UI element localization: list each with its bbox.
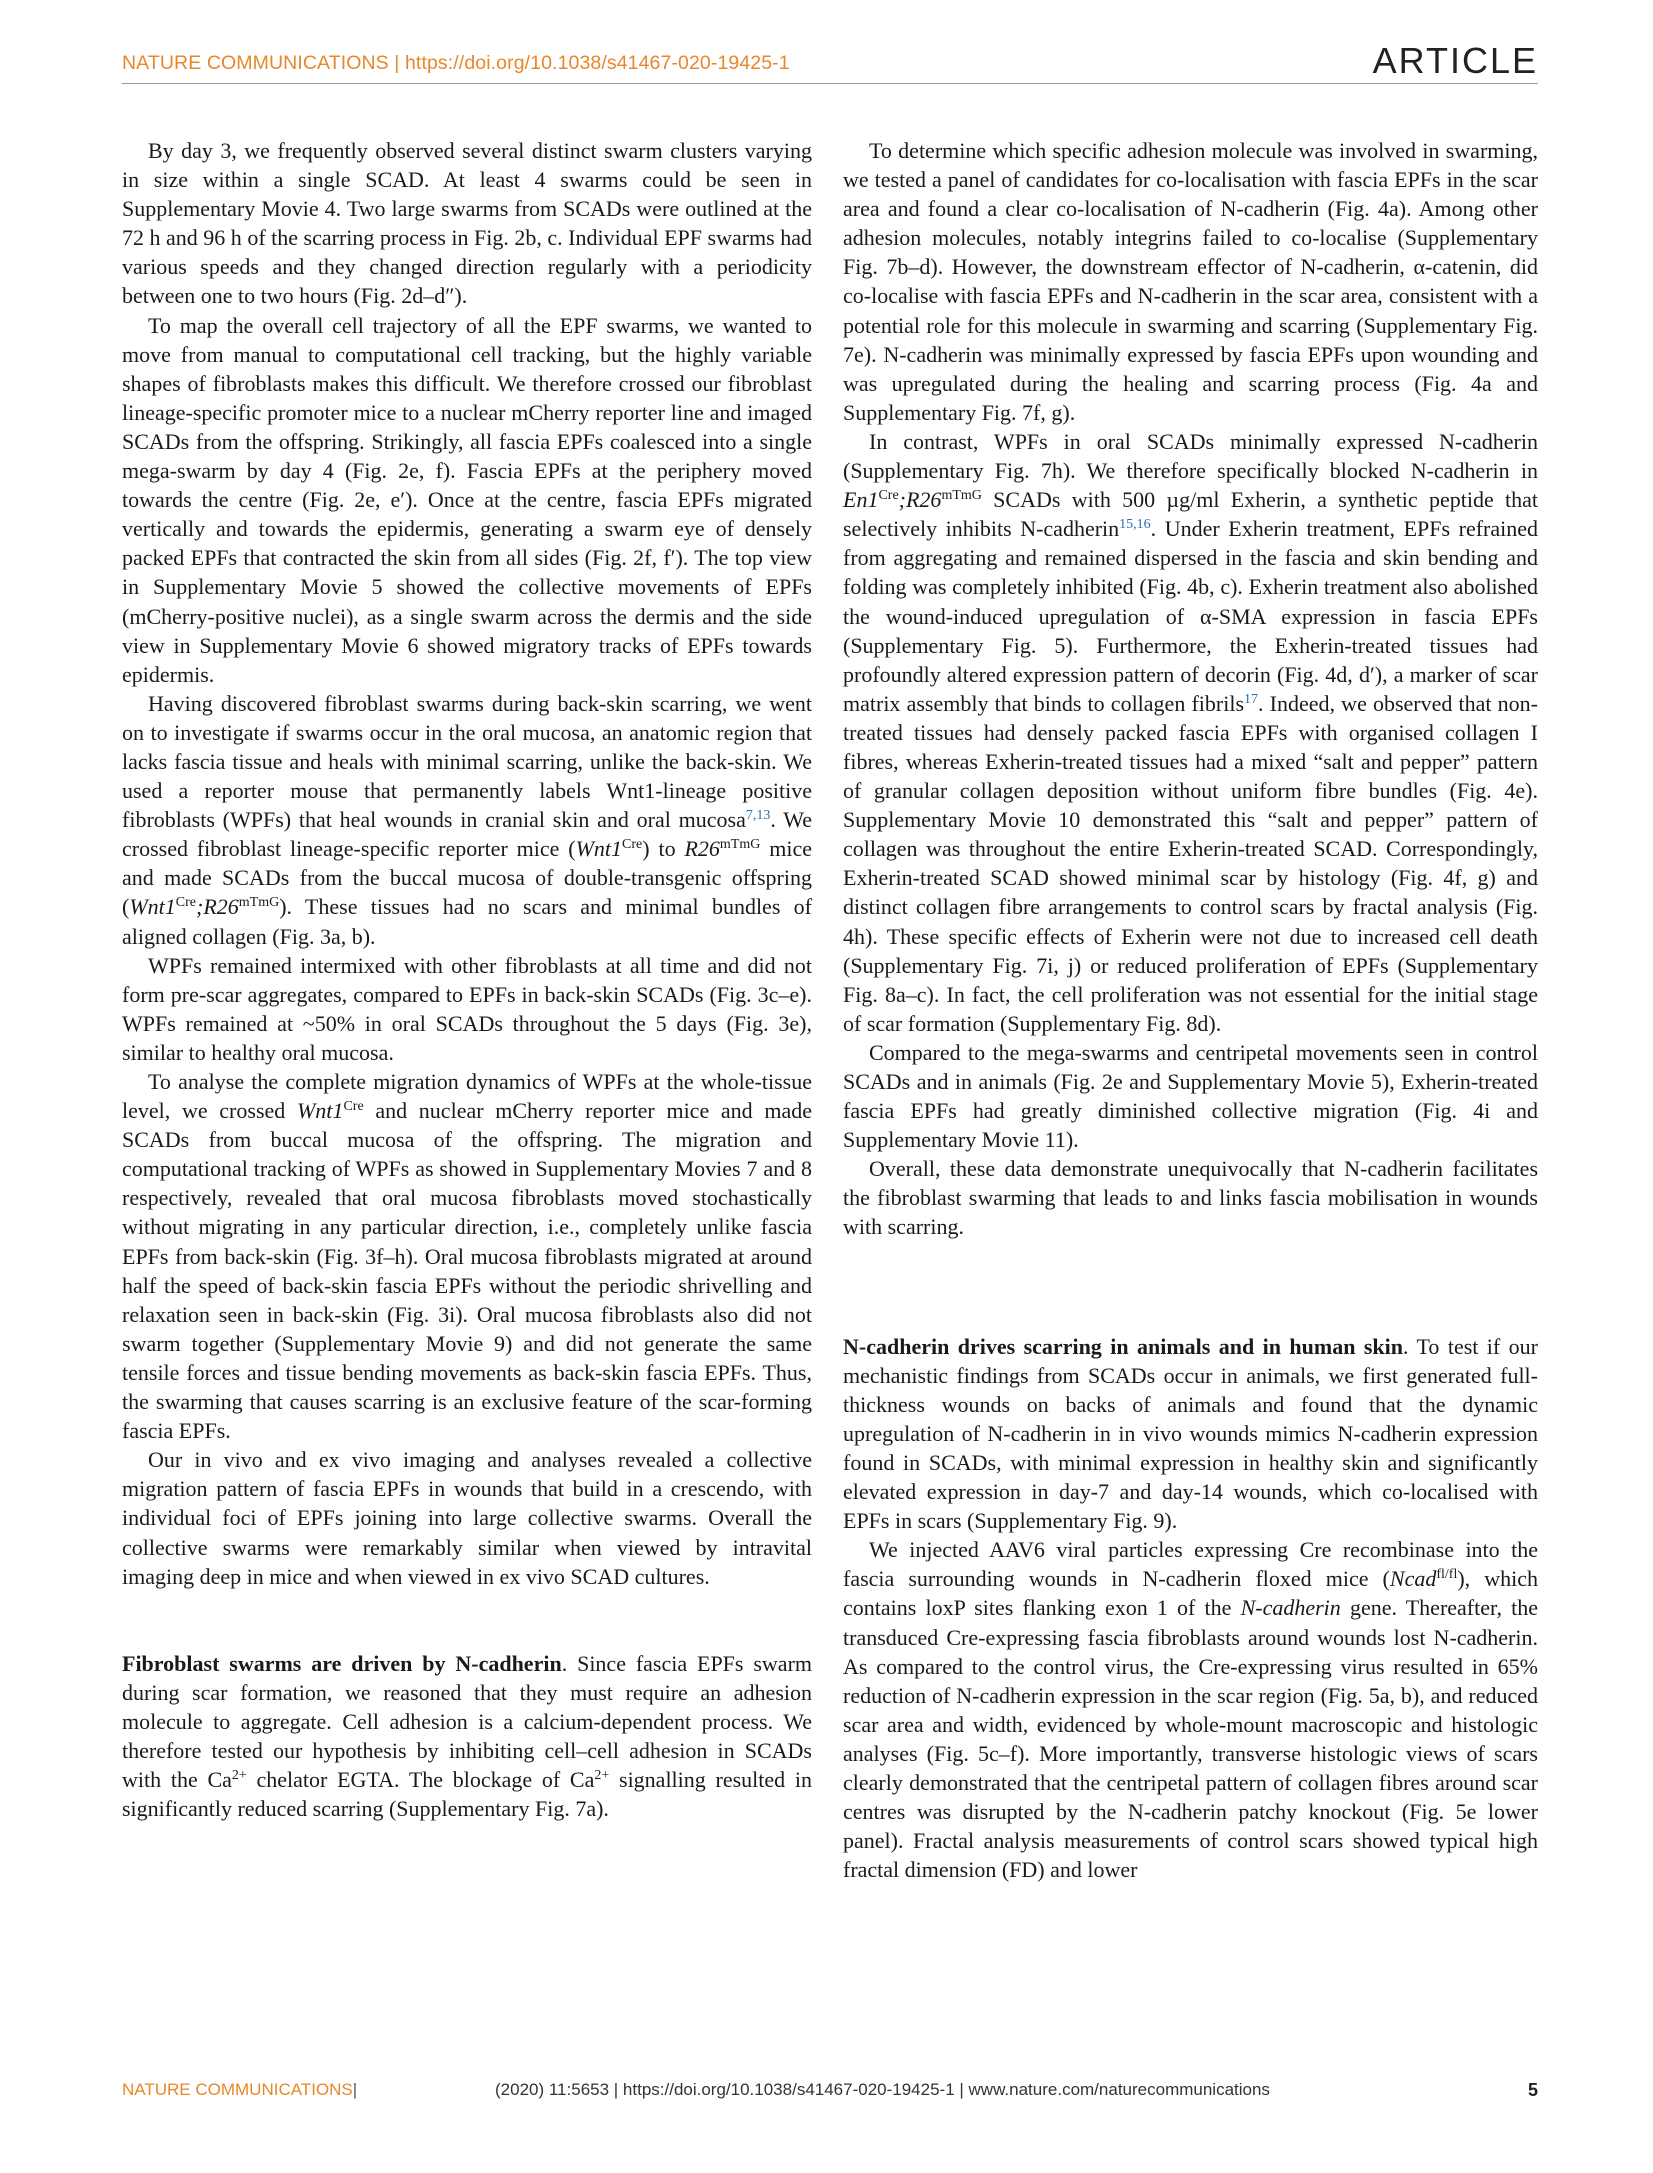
paragraph: Fibroblast swarms are driven by N-cadherin. Since fascia EPFs swarm during scar formation, we reasoned that they must require an adhesion molecule to aggregate. Cell adhesion is a calcium-dependent process. We therefore tested our hypothesis by inhibiting cell–cell adhesion in SCADs with the $Ca^{2+}$ chelator EGTA. The blockage of $Ca^{2+}$ signalling resulted in significantly reduced scarring (Supplementary Fig. 7a).	[122, 1650, 813, 1822]
paragraph: N-cadherin drives scarring in animals and in human skin. To test if our mechanistic findings from SCADs occur in animals, we first generated full-thickness wounds on backs of animals and found that the dynamic upregulation of N-cadherin in in vivo wounds mimics N-cadherin expression found in SCADs, with minimal expression in healthy skin and significantly elevated expression in day-7 and day-14 wounds, which co-localised with EPFs in scars (Supplementary Fig. 9).	[843, 1333, 1538, 1534]
paragraph: Compared to the mega-swarms and centripetal movements seen in control SCADs and in animals (Fig. 2e and Supplementary Movie 5), Exherin-treated fascia EPFs had greatly diminished collective migration (Fig. 4i and Supplementary Movie 11).	[843, 1039, 1538, 1153]
footer-journal: NATURE COMMUNICATIONS|	[122, 2080, 358, 2099]
citation-ref[interactable]: 15,16	[1119, 517, 1151, 533]
citation-ref[interactable]: 17	[1244, 691, 1259, 707]
paragraph: Our in vivo and ex vivo imaging and analyses revealed a collective migration pattern of fascia EPFs in wounds that build in a crescendo, with individual foci of EPFs joining into large collective swarms. Overall the collective swarms were remarkably similar when viewed by intravital imaging deep in mice and when viewed in ex vivo SCAD cultures.	[122, 1447, 812, 1589]
paragraph: To map the overall cell trajectory of all the EPF swarms, we wanted to move from manual to computational cell tracking, but the highly variable shapes of fibroblasts makes this difficult. We therefore crossed our fibroblast lineage-specific promoter mice to a nuclear mCherry reporter line and imaged SCADs from the offspring. Strikingly, all fascia EPFs coalesced into a single mega-swarm by day 4 (Fig. 2e, f). Fascia EPFs at the periphery moved towards the centre (Fig. 2e, e′). Once at the centre, fascia EPFs migrated vertically and towards the epidermis, generating a swarm eye of densely packed EPFs that contracted the skin from all sides (Fig. 2f, f′). The top view in Supplementary Movie 5 showed the collective movements of EPFs (mCherry-positive nuclei), as a single swarm across the dermis and the side view in Supplementary Movie 6 showed migratory tracks of EPFs towards epidermis.	[122, 312, 812, 687]
paragraph: To determine which specific adhesion molecule was involved in swarming, we tested a panel of candidates for co-localisation with fascia EPFs in the scar area and found a clear co-localisation of N-cadherin (Fig. 4a). Among other adhesion molecules, notably integrins failed to co-localise (Supplementary Fig. 7b–d). However, the downstream effector of N-cadherin, α-catenin, did co-localise with fascia EPFs and N-cadherin in the scar area, consistent with a potential role for this molecule in swarming and scarring (Supplementary Fig. 7e). N-cadherin was minimally expressed by fascia EPFs upon wounding and was upregulated during the healing and scarring process (Fig. 4a and Supplementary Fig. 7f, g).	[843, 138, 1538, 425]
paragraph: Having discovered fibroblast swarms during back-skin scarring, we went on to investigate if swarms occur in the oral mucosa, an anatomic region that lacks fascia tissue and heals with minimal scarring, unlike the back-skin. We used a reporter mouse that permanently labels Wnt1-lineage positive fibroblasts (WPFs) that heal wounds in cranial skin and oral mucosa$^{7,13}$. We crossed fibroblast lineage-specific reporter mice $(Wnt1^{Cre})$ to $R26^{mTmG}$ mice and made SCADs from the buccal mucosa of double-transgenic offspring $(Wnt1^{Cre};R26^{mTmG})$. These tissues had no scars and minimal bundles of aligned collagen (Fig. 3a, b).	[122, 690, 812, 949]
citation-ref[interactable]: 7,13	[745, 808, 771, 824]
left-text-column	[122, 136, 812, 1823]
paragraph: To analyse the complete migration dynamics of WPFs at the whole-tissue level, we crossed $Wnt1^{Cre}$ and nuclear mCherry reporter mice and made SCADs from buccal mucosa of the offspring. The migration and computational tracking of WPFs as showed in Supplementary Movies 7 and 8 respectively, revealed that oral mucosa fibroblasts moved stochastically without migrating in any particular direction, i.e., completely unlike fascia EPFs from back-skin (Fig. 3f–h). Oral mucosa fibroblasts migrated at around half the speed of back-skin fascia EPFs without the periodic shrivelling and relaxation seen in back-skin (Fig. 3i). Oral mucosa fibroblasts also did not swarm together (Supplementary Movie 9) and did not generate the same tensile forces and tissue bending movements as back-skin fascia EPFs. Thus, the swarming that causes scarring is an exclusive feature of the scar-forming fascia EPFs.	[122, 1069, 813, 1444]
footer-citation: (2020) 11:5653 | https://doi.org/10.1038/s41467-020-19425-1 | www.nature.com/naturecommunications	[495, 2080, 1270, 2099]
article-type-label: ARTICLE	[1372, 40, 1538, 81]
paragraph: In contrast, WPFs in oral SCADs minimally expressed N-cadherin (Supplementary Fig. 7h). We therefore specifically blocked N-cadherin in $En1^{Cre};R26^{mTmG}$ SCADs with 500 µg/ml Exherin, a synthetic peptide that selectively inhibits N-cadherin$^{15,16}$. Under Exherin treatment, EPFs refrained from aggregating and remained dispersed in the fascia and skin bending and folding was completely inhibited (Fig. 4b, c). Exherin treatment also abolished the wound-induced upregulation of α-SMA expression in fascia EPFs (Supplementary Fig. 5). Furthermore, the Exherin-treated tissues had profoundly altered expression pattern of decorin (Fig. 4d, d′), a marker of scar matrix assembly that binds to collagen fibrils$^{17}$. Indeed, we observed that non-treated tissues had densely packed fascia EPFs with organised collagen I fibres, whereas Exherin-treated tissues had a mixed “salt and pepper” pattern of granular collagen deposition without uniform fibre bundles (Fig. 4e). Supplementary Movie 10 demonstrated this “salt and pepper” pattern of collagen was throughout the entire Exherin-treated SCAD. Correspondingly, Exherin-treated SCAD showed minimal scar by histology (Fig. 4f, g) and distinct collagen fibre arrangements to control scars by fractal analysis (Fig. 4h). These specific effects of Exherin were not due to increased cell death (Supplementary Fig. 7i, j) or reduced proliferation of EPFs (Supplementary Fig. 8a–c). In fact, the cell proliferation was not essential for the initial stage of scar formation (Supplementary Fig. 8d).	[843, 428, 1539, 1036]
paragraph: Overall, these data demonstrate unequivocally that N-cadherin facilitates the fibroblast swarming that leads to and links fascia mobilisation in wounds with scarring.	[843, 1156, 1538, 1240]
right-text-column	[843, 136, 1538, 1884]
paragraph: By day 3, we frequently observed several distinct swarm clusters varying in size within a single SCAD. At least 4 swarms could be seen in Supplementary Movie 4. Two large swarms from SCADs were outlined at the 72 h and 96 h of the scarring process in Fig. 2b, c. Individual EPF swarms had various speeds and they changed direction regularly with a periodicity between one to two hours (Fig. 2d–d″).	[122, 138, 812, 309]
section-heading: N-cadherin drives scarring in animals and in human skin	[843, 1333, 1403, 1359]
section-heading: Fibroblast swarms are driven by N-cadherin	[122, 1650, 562, 1676]
paragraph: WPFs remained intermixed with other fibroblasts at all time and did not form pre-scar aggregates, compared to EPFs in back-skin SCADs (Fig. 3c–e). WPFs remained at ~50% in oral SCADs throughout the 5 days (Fig. 3e), similar to healthy oral mucosa.	[122, 952, 812, 1065]
header-divider	[122, 83, 1538, 84]
paragraph: We injected AAV6 viral particles expressing Cre recombinase into the fascia surrounding wounds in N-cadherin floxed mice (Ncad$^{fl/fl}$), which contains loxP sites flanking exon 1 of the N-cadherin gene. Thereafter, the transduced Cre-expressing fascia fibroblasts around wounds lost N-cadherin. As compared to the control virus, the Cre-expressing virus resulted in 65% reduction of N-cadherin expression in the scar region (Fig. 5a, b), and reduced scar area and width, evidenced by whole-mount macroscopic and histologic analyses (Fig. 5c–f). More importantly, transverse histologic views of scars clearly demonstrated that the centripetal pattern of collagen fibres around scar centres was disrupted by the N-cadherin patchy knockout (Fig. 5e lower panel). Fractal analysis measurements of control scars showed typical high fractal dimension (FD) and lower	[843, 1537, 1539, 1883]
page-number: 5	[1527, 2080, 1538, 2100]
running-header-journal: NATURE COMMUNICATIONS | https://doi.org/10.1038/s41467-020-19425-1	[122, 52, 790, 74]
